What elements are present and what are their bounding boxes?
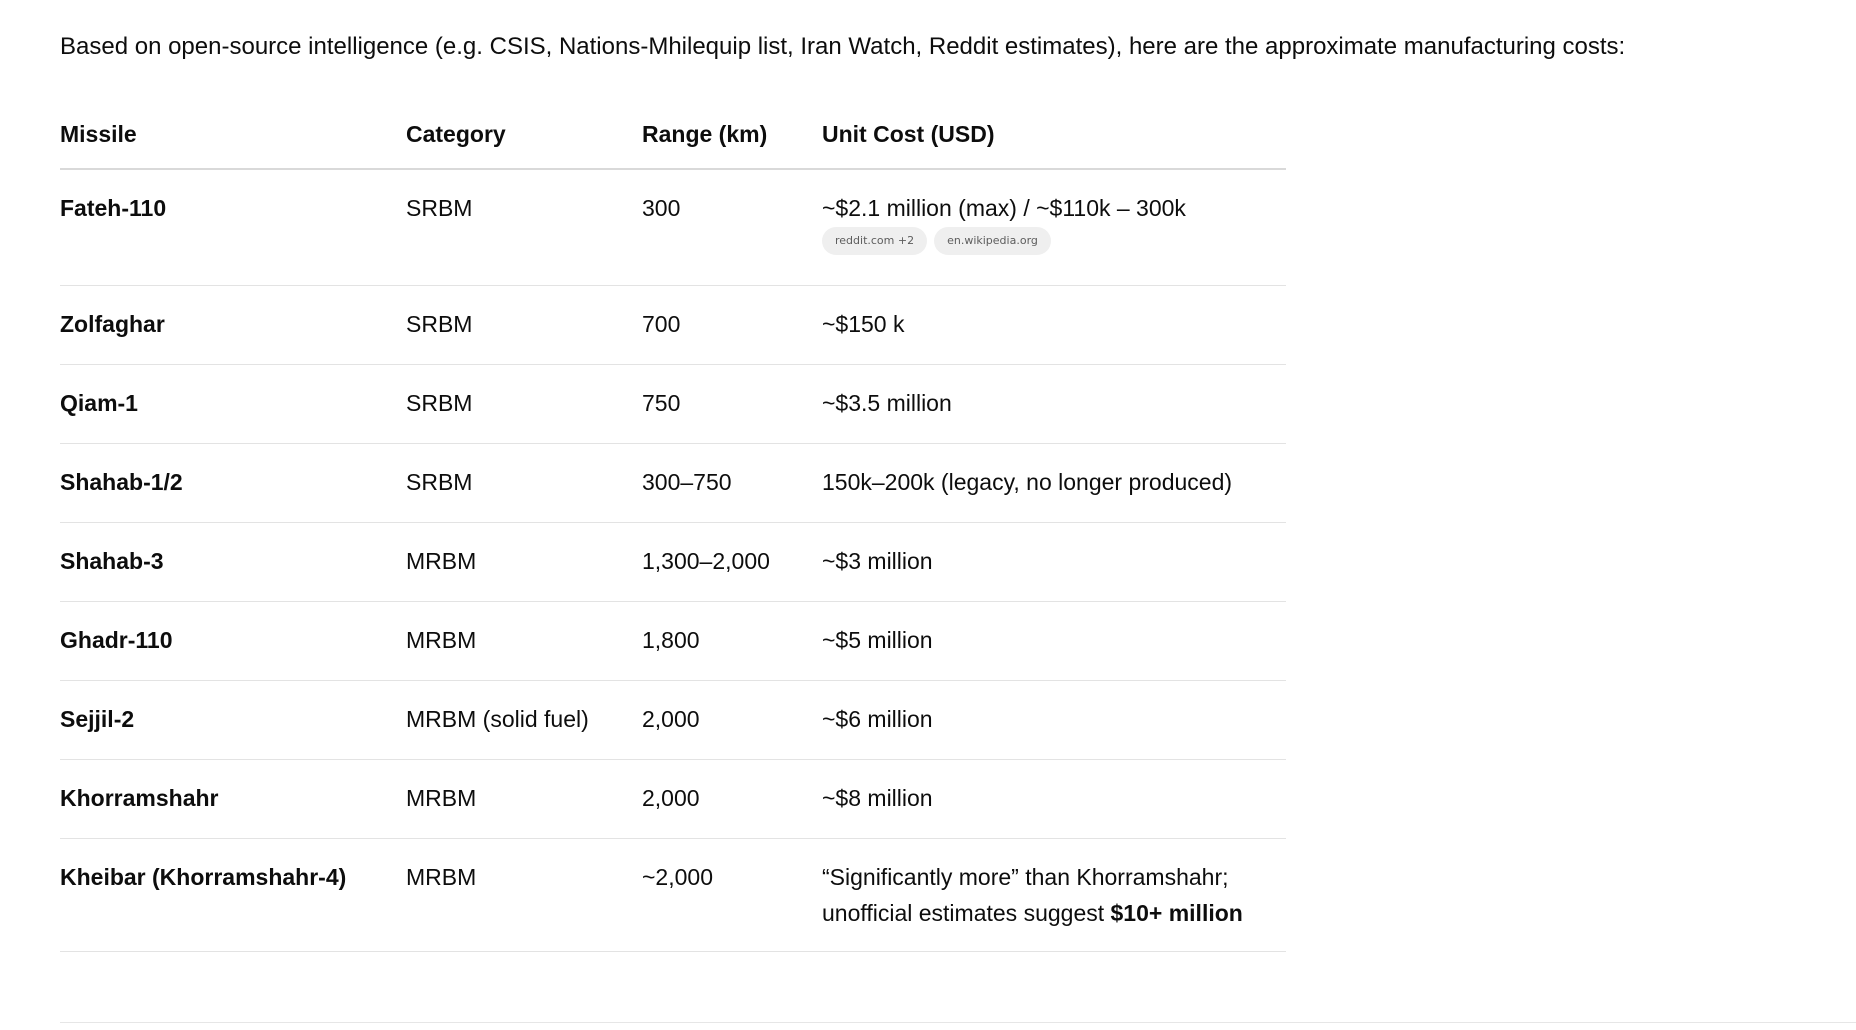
- missile-category: MRBM: [406, 548, 477, 574]
- missile-category: SRBM: [406, 311, 473, 337]
- missile-category: MRBM: [406, 627, 477, 653]
- source-pill-reddit[interactable]: reddit.com +2: [822, 227, 927, 255]
- table-row: [60, 839, 1286, 952]
- header-unit-cost: Unit Cost (USD): [822, 104, 1286, 169]
- missile-name: Sejjil-2: [60, 706, 135, 732]
- missile-cost: ~$3.5 million: [822, 390, 952, 416]
- table-row: [60, 681, 1286, 760]
- section-divider: [60, 1022, 1856, 1023]
- missile-range: ~2,000: [642, 864, 713, 890]
- missile-name: Shahab-3: [60, 548, 164, 574]
- missile-range: 1,300–2,000: [642, 548, 770, 574]
- header-range: Range (km): [642, 104, 822, 169]
- missile-cost: ~$5 million: [822, 627, 933, 653]
- missile-name: Ghadr-110: [60, 627, 173, 653]
- missile-range: 300–750: [642, 469, 732, 495]
- missile-cost: ~$8 million: [822, 785, 933, 811]
- missile-category: SRBM: [406, 469, 473, 495]
- table-row: [60, 169, 1286, 286]
- source-citations: [822, 226, 1286, 256]
- missile-range: 700: [642, 311, 681, 337]
- missile-range: 300: [642, 195, 681, 221]
- missile-range: 2,000: [642, 706, 700, 732]
- missile-category: MRBM: [406, 864, 477, 890]
- source-pill-wikipedia[interactable]: en.wikipedia.org: [934, 227, 1051, 255]
- intro-text: Based on open-source intelligence (e.g. CSIS, Nations-Mhilequip list, Iran Watch, Reddit estimates), here are the approximate manufacturing costs:: [60, 33, 1626, 60]
- cost-line-2-prefix: unofficial estimates suggest: [822, 900, 1111, 926]
- table-row: [60, 365, 1286, 444]
- cost-line-2-bold: $10+ million: [1110, 900, 1243, 926]
- missile-name: Kheibar (Khorramshahr-4): [60, 864, 347, 890]
- missile-range: 750: [642, 390, 681, 416]
- header-missile: Missile: [60, 104, 406, 169]
- missile-cost: ~$6 million: [822, 706, 933, 732]
- missile-name: Khorramshahr: [60, 785, 219, 811]
- table-row: [60, 523, 1286, 602]
- table-row: [60, 602, 1286, 681]
- missile-cost: ~$2.1 million (max) / ~$110k – 300k: [822, 195, 1186, 221]
- header-category: Category: [406, 104, 642, 169]
- missile-cost-table: [60, 104, 1286, 952]
- missile-cost: [822, 839, 1286, 931]
- missile-category: MRBM (solid fuel): [406, 706, 589, 732]
- missile-cost: ~$3 million: [822, 548, 933, 574]
- table-row: [60, 286, 1286, 365]
- missile-cost: 150k–200k (legacy, no longer produced): [822, 469, 1233, 495]
- cost-line-1: “Significantly more” than Khorramshahr;: [822, 864, 1229, 890]
- missile-category: SRBM: [406, 390, 473, 416]
- missile-name: Qiam-1: [60, 390, 138, 416]
- table-row: [60, 760, 1286, 839]
- missile-range: 2,000: [642, 785, 700, 811]
- table-header-row: [60, 104, 1286, 169]
- missile-category: MRBM: [406, 785, 477, 811]
- missile-name: Zolfaghar: [60, 311, 165, 337]
- missile-category: SRBM: [406, 195, 473, 221]
- missile-cost: ~$150 k: [822, 311, 905, 337]
- missile-range: 1,800: [642, 627, 700, 653]
- table-row: [60, 444, 1286, 523]
- missile-name: Shahab-1/2: [60, 469, 183, 495]
- missile-name: Fateh-110: [60, 195, 167, 221]
